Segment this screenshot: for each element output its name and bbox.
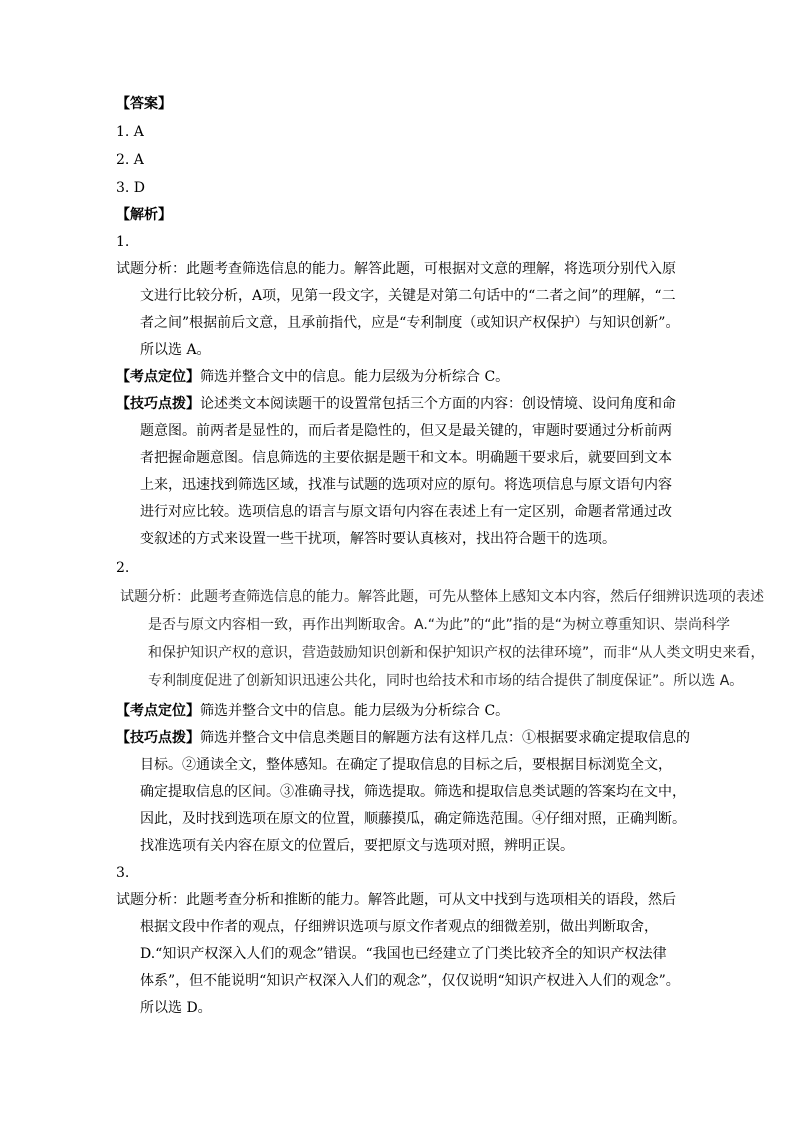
analysis-text-line: 所以选 A。 <box>140 342 211 358</box>
jiqiao-text-line: 确定提取信息的区间。③准确寻找，筛选提取。筛选和提取信息类试题的答案均在文中， <box>140 784 686 800</box>
image-text-line: 专利制度促进了创新知识迅速公共化，同时也给技术和市场的结合提供了制度保证”。所以选 A。 <box>148 673 744 689</box>
jiqiao-text: 筛选并整合文中信息类题目的解题方法有这样几点：①根据要求确定提取信息的 <box>200 730 690 746</box>
jiqiao-label: 【技巧点拨】 <box>116 730 200 746</box>
analysis-text-line: D.“知识产权深入人们的观念”错误。“我国也已经建立了门类比较齐全的知识产权法律 <box>140 946 667 962</box>
jiqiao-text-line: 变叙述的方式来设置一些干扰项，解答时要认真核对，找出符合题干的选项。 <box>140 531 616 547</box>
image-text-line: 是否与原文内容相一致，再作出判断取舍。A.“为此”的“此”指的是“为树立尊重知识、崇尚科学 <box>148 617 731 633</box>
analysis-header: 【解析】 <box>116 207 172 223</box>
analysis-text-line: 体系”，但不能说明“知识产权深入人们的观念”，仅仅说明“知识产权进入人们的观念”。 <box>140 973 680 989</box>
kaodian-line <box>116 368 509 386</box>
answer-item: 1. A <box>116 124 144 140</box>
jiqiao-text-line: 进行对应比较。选项信息的语言与原文语句内容在表述上有一定区别，命题者常通过改 <box>140 504 672 520</box>
answer-item: 3. D <box>116 180 146 196</box>
embedded-text-image <box>120 588 765 698</box>
question-number: 3. <box>116 865 130 881</box>
jiqiao-label: 【技巧点拨】 <box>116 396 200 412</box>
question-number: 1. <box>116 234 130 250</box>
question-number: 2. <box>116 560 130 576</box>
jiqiao-line <box>116 395 676 413</box>
kaodian-text: 筛选并整合文中的信息。能力层级为分析综合 C。 <box>200 369 510 385</box>
analysis-text-line: 所以选 D。 <box>140 1000 212 1016</box>
answer-item: 2. A <box>116 152 144 168</box>
jiqiao-text-line: 题意图。前两者是显性的，而后者是隐性的，但又是最关键的，审题时要通过分析前两 <box>140 423 672 439</box>
jiqiao-text-line: 上来，迅速找到筛选区域，找准与试题的选项对应的原句。将选项信息与原文语句内容 <box>140 477 672 493</box>
analysis-text-line: 根据文段中作者的观点，仔细辨识选项与原文作者观点的细微差别，做出判断取舍， <box>140 919 658 935</box>
jiqiao-text-line: 目标。②通读全文，整体感知。在确定了提取信息的目标之后，要根据目标浏览全文， <box>140 757 672 773</box>
analysis-text-line: 者之间”根据前后文意，且承前指代，应是“专利制度（或知识产权保护）与知识创新”。 <box>140 315 680 331</box>
kaodian-line <box>116 702 509 720</box>
analysis-text-line: 文进行比较分析，A项，见第一段文字，关键是对第二句话中的“二者之间”的理解，“二 <box>140 288 676 304</box>
jiqiao-text-line: 因此，及时找到选项在原文的位置，顺藤摸瓜，确定筛选范围。④仔细对照，正确判断。 <box>140 811 686 827</box>
jiqiao-text-line: 找准选项有关内容在原文的位置后，要把原文与选项对照，辨明正误。 <box>140 838 574 854</box>
jiqiao-text: 论述类文本阅读题干的设置常包括三个方面的内容：创设情境、设问角度和命 <box>200 396 676 412</box>
jiqiao-line <box>116 729 690 747</box>
kaodian-label: 【考点定位】 <box>116 369 200 385</box>
kaodian-label: 【考点定位】 <box>116 703 200 719</box>
answer-header: 【答案】 <box>116 96 172 112</box>
kaodian-text: 筛选并整合文中的信息。能力层级为分析综合 C。 <box>200 703 510 719</box>
image-text-line: 和保护知识产权的意识，营造鼓励知识创新和保护知识产权的法律环境”，而非“从人类文明史来看， <box>148 645 765 661</box>
jiqiao-text-line: 者把握命题意图。信息筛选的主要依据是题干和文本。明确题干要求后，就要回到文本 <box>140 450 672 466</box>
image-text-line: 试题分析：此题考查筛选信息的能力。解答此题，可先从整体上感知文本内容，然后仔细辨识选项的表述 <box>120 589 764 605</box>
analysis-text-line: 试题分析：此题考查分析和推断的能力。解答此题，可从文中找到与选项相关的语段，然后 <box>116 892 676 908</box>
analysis-text-line: 试题分析：此题考查筛选信息的能力。解答此题，可根据对文意的理解，将选项分别代入原 <box>116 261 676 277</box>
